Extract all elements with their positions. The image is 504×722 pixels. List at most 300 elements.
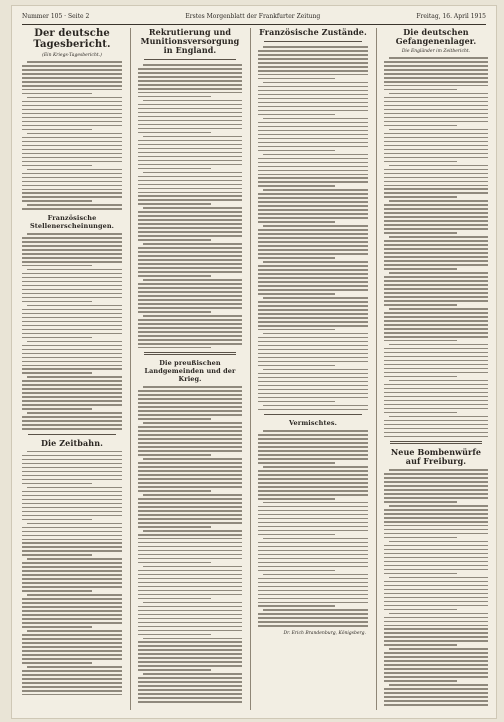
text-line — [22, 606, 122, 608]
divider — [144, 352, 236, 355]
text-line — [258, 201, 368, 203]
text-line — [22, 189, 122, 191]
text-line — [138, 227, 242, 229]
text-line — [138, 199, 242, 201]
text-line — [258, 602, 368, 604]
text-line — [258, 434, 368, 436]
text-line — [138, 542, 242, 544]
text-line — [258, 237, 368, 239]
text-line — [258, 269, 368, 271]
text-line — [384, 77, 488, 79]
text-line — [258, 78, 335, 80]
text-line — [258, 385, 368, 387]
text-line — [138, 251, 242, 253]
text-line — [138, 582, 242, 584]
text-line — [138, 554, 242, 556]
text-line — [258, 329, 335, 331]
text-line — [384, 208, 488, 210]
text-line — [258, 130, 368, 132]
text-line — [384, 696, 488, 698]
text-line — [22, 610, 122, 612]
text-line — [27, 630, 122, 632]
text-line — [258, 185, 335, 187]
text-line — [384, 581, 488, 583]
text-line — [138, 390, 242, 392]
text-line — [22, 491, 122, 493]
text-line — [138, 120, 242, 122]
text-line — [138, 486, 242, 488]
text-line — [22, 690, 122, 692]
text-line — [138, 148, 242, 150]
text-line — [258, 162, 368, 164]
text-line — [384, 141, 488, 143]
text-line — [27, 412, 122, 414]
text-line — [384, 692, 488, 694]
text-line — [384, 668, 488, 670]
text-line — [138, 677, 242, 679]
text-line — [22, 586, 122, 588]
text-line — [138, 291, 242, 293]
text-line — [258, 578, 368, 580]
text-line — [258, 518, 368, 520]
text-line — [384, 264, 488, 266]
text-line — [22, 85, 122, 87]
text-line — [22, 196, 122, 198]
text-line — [143, 100, 242, 102]
article-headline: Rekrutierung und Munitionsversorgung in England. — [140, 28, 240, 55]
text-line — [22, 293, 122, 295]
text-line — [384, 533, 488, 535]
text-line — [258, 86, 368, 88]
text-line — [27, 305, 122, 307]
text-line — [138, 235, 242, 237]
text-line — [138, 414, 242, 416]
text-line — [384, 609, 457, 611]
text-line — [258, 570, 335, 572]
text-line — [22, 515, 122, 517]
text-line — [138, 701, 242, 703]
text-line — [138, 418, 211, 420]
text-line — [258, 365, 335, 367]
text-line — [138, 665, 242, 667]
text-line — [384, 585, 488, 587]
divider — [144, 59, 236, 60]
text-line — [138, 518, 242, 520]
text-line — [258, 558, 368, 560]
text-line — [22, 249, 122, 251]
text-line — [138, 287, 242, 289]
text-line — [263, 574, 368, 576]
text-line — [138, 614, 242, 616]
text-line — [138, 610, 242, 612]
text-line — [263, 297, 368, 299]
text-line — [384, 252, 488, 254]
text-line — [138, 562, 211, 564]
text-line — [384, 688, 488, 690]
text-line — [384, 704, 488, 706]
text-line — [258, 94, 368, 96]
text-line — [384, 157, 488, 159]
text-line — [384, 328, 488, 330]
text-line — [263, 466, 368, 468]
text-line — [258, 325, 368, 327]
text-line — [258, 301, 368, 303]
text-line — [22, 602, 122, 604]
text-line — [138, 626, 242, 628]
text-line — [384, 557, 488, 559]
text-line — [22, 467, 122, 469]
text-line — [138, 164, 242, 166]
text-line — [22, 192, 122, 194]
text-line — [258, 506, 368, 508]
text-line — [384, 497, 488, 499]
column-2 — [138, 28, 242, 710]
column-rule — [130, 28, 131, 710]
text-line — [22, 125, 122, 127]
text-line — [138, 68, 242, 70]
text-line — [22, 511, 122, 513]
text-line — [138, 231, 242, 233]
text-line — [22, 145, 122, 147]
text-line — [384, 224, 488, 226]
text-line — [384, 125, 457, 127]
text-line — [22, 105, 122, 107]
text-line — [22, 277, 122, 279]
text-line — [258, 474, 368, 476]
text-line — [143, 243, 242, 245]
text-line — [22, 670, 122, 672]
text-line — [27, 204, 122, 206]
text-line — [258, 345, 368, 347]
text-line — [22, 253, 122, 255]
text-line — [138, 598, 211, 600]
text-line — [384, 388, 488, 390]
text-line — [258, 309, 368, 311]
text-line — [143, 279, 242, 281]
column-3 — [258, 28, 368, 710]
text-line — [384, 636, 488, 638]
text-line — [138, 96, 211, 98]
section-heading: Französische Stellenerscheinungen. — [29, 214, 115, 231]
text-line — [22, 345, 122, 347]
text-line — [258, 357, 368, 359]
text-line — [384, 628, 488, 630]
column-1 — [22, 28, 122, 710]
text-line — [258, 470, 368, 472]
text-line — [22, 654, 122, 656]
text-line — [138, 176, 242, 178]
text-line — [22, 495, 122, 497]
text-line — [258, 550, 368, 552]
text-line — [138, 430, 242, 432]
text-line — [138, 498, 242, 500]
text-line — [27, 61, 122, 63]
text-line — [22, 333, 122, 335]
text-line — [263, 225, 368, 227]
text-line — [389, 344, 488, 346]
text-line — [22, 113, 122, 115]
text-line — [258, 450, 368, 452]
text-line — [384, 161, 457, 163]
text-line — [384, 121, 488, 123]
text-line — [138, 450, 242, 452]
text-line — [22, 89, 122, 91]
text-line — [263, 46, 368, 48]
text-line — [27, 594, 122, 596]
section-heading: Die Zeitbahn. — [40, 437, 103, 448]
text-line — [22, 185, 122, 187]
text-line — [258, 110, 368, 112]
text-line — [138, 319, 242, 321]
text-line — [384, 220, 488, 222]
text-line — [389, 272, 488, 274]
text-line — [389, 648, 488, 650]
text-line — [258, 293, 335, 295]
text-line — [22, 93, 92, 95]
text-line — [258, 58, 368, 60]
text-line — [138, 303, 242, 305]
text-line — [22, 261, 122, 263]
text-line — [22, 542, 122, 544]
text-line — [258, 90, 368, 92]
text-line — [22, 285, 122, 287]
text-line — [258, 498, 335, 500]
text-line — [258, 554, 368, 556]
text-line — [22, 459, 122, 461]
text-line — [22, 400, 122, 402]
text-line — [389, 236, 488, 238]
text-line — [22, 273, 122, 275]
text-line — [258, 122, 368, 124]
text-line — [263, 118, 368, 120]
text-line — [22, 404, 122, 406]
text-line — [384, 177, 488, 179]
text-line — [258, 321, 368, 323]
divider — [264, 414, 362, 415]
text-line — [384, 412, 457, 414]
page-masthead — [22, 10, 486, 25]
text-line — [258, 361, 368, 363]
text-line — [143, 386, 242, 388]
text-line — [138, 606, 242, 608]
text-line — [138, 661, 242, 663]
article-body — [22, 61, 122, 210]
text-line — [22, 503, 122, 505]
text-line — [22, 535, 122, 537]
text-line — [258, 478, 368, 480]
text-line — [384, 196, 457, 198]
text-line — [138, 630, 242, 632]
text-line — [258, 146, 368, 148]
text-line — [384, 324, 488, 326]
text-line — [384, 240, 488, 242]
text-line — [258, 62, 368, 64]
text-line — [22, 531, 122, 533]
text-line — [138, 192, 242, 194]
text-line — [143, 207, 242, 209]
text-line — [138, 689, 242, 691]
text-line — [22, 562, 122, 564]
text-line — [138, 641, 242, 643]
text-line — [138, 140, 242, 142]
text-line — [22, 321, 122, 323]
text-line — [143, 64, 242, 66]
article-subline: (Ein Kriegs-Tagesbericht.) — [42, 53, 102, 58]
text-line — [138, 594, 242, 596]
text-line — [384, 660, 488, 662]
text-line — [258, 542, 368, 544]
text-line — [138, 506, 242, 508]
text-line — [384, 589, 488, 591]
text-line — [138, 574, 242, 576]
text-line — [138, 446, 242, 448]
text-line — [22, 455, 122, 457]
text-line — [384, 332, 488, 334]
text-line — [384, 424, 488, 426]
text-line — [22, 157, 122, 159]
text-line — [27, 487, 122, 489]
text-line — [258, 98, 368, 100]
text-line — [258, 66, 368, 68]
text-line — [258, 510, 368, 512]
section-heading: Die preußischen Landgemeinden und der Krieg. — [144, 359, 236, 384]
text-line — [384, 644, 457, 646]
text-line — [384, 61, 488, 63]
text-line — [138, 442, 242, 444]
text-line — [384, 640, 488, 642]
text-line — [258, 265, 368, 267]
section-heading: Vermischtes. — [289, 419, 337, 428]
text-line — [384, 553, 488, 555]
text-line — [143, 422, 242, 424]
text-line — [22, 245, 122, 247]
text-line — [258, 454, 368, 456]
text-line — [22, 325, 122, 327]
text-line — [258, 337, 368, 339]
text-line — [263, 430, 368, 432]
text-line — [22, 109, 122, 111]
text-line — [22, 598, 122, 600]
text-line — [384, 676, 488, 678]
paper-title: Erstes Morgenblatt der Frankfurter Zeitung — [185, 13, 321, 20]
text-line — [384, 549, 488, 551]
text-line — [384, 153, 488, 155]
text-line — [384, 232, 457, 234]
text-line — [384, 372, 488, 374]
text-line — [22, 658, 122, 660]
text-line — [258, 102, 368, 104]
text-line — [22, 634, 122, 636]
text-line — [258, 217, 368, 219]
text-line — [22, 380, 122, 382]
text-line — [258, 458, 368, 460]
text-line — [138, 116, 242, 118]
text-line — [258, 74, 368, 76]
text-line — [22, 392, 122, 394]
text-line — [138, 259, 242, 261]
text-line — [384, 300, 488, 302]
text-line — [22, 622, 122, 624]
text-line — [258, 617, 368, 619]
text-line — [22, 416, 122, 418]
text-line — [138, 327, 242, 329]
text-line — [258, 494, 368, 496]
article-subline: Die Engländer im Zeitbericht. — [401, 49, 471, 54]
text-line — [22, 117, 122, 119]
text-line — [22, 149, 122, 151]
text-line — [258, 401, 335, 403]
text-line — [138, 223, 242, 225]
text-line — [22, 141, 122, 143]
text-line — [258, 490, 368, 492]
text-line — [22, 81, 122, 83]
text-line — [384, 204, 488, 206]
text-line — [27, 233, 122, 235]
text-line — [138, 426, 242, 428]
text-line — [384, 573, 457, 575]
text-line — [258, 397, 368, 399]
text-line — [258, 106, 368, 108]
text-line — [384, 268, 457, 270]
text-line — [138, 335, 242, 337]
text-line — [384, 569, 488, 571]
article-body — [138, 386, 242, 702]
text-line — [22, 570, 122, 572]
text-line — [138, 180, 242, 182]
divider — [264, 41, 362, 42]
text-line — [22, 578, 122, 580]
text-line — [143, 458, 242, 460]
text-line — [384, 304, 457, 306]
text-line — [22, 329, 122, 331]
text-line — [138, 211, 242, 213]
text-line — [258, 245, 368, 247]
text-line — [22, 546, 122, 548]
text-line — [143, 494, 242, 496]
text-line — [138, 195, 242, 197]
text-line — [138, 474, 242, 476]
text-line — [22, 181, 122, 183]
text-line — [22, 241, 122, 243]
text-line — [389, 613, 488, 615]
text-line — [138, 72, 242, 74]
text-line — [22, 137, 122, 139]
text-line — [384, 597, 488, 599]
text-line — [258, 213, 368, 215]
text-line — [22, 265, 92, 267]
text-line — [22, 396, 122, 398]
text-line — [258, 482, 368, 484]
text-line — [263, 405, 368, 407]
text-line — [384, 320, 488, 322]
text-line — [22, 384, 122, 386]
text-line — [384, 81, 488, 83]
article-body — [258, 46, 368, 410]
text-line — [384, 501, 457, 503]
text-line — [22, 479, 122, 481]
text-line — [384, 656, 488, 658]
text-line — [258, 253, 368, 255]
text-line — [138, 104, 242, 106]
text-line — [22, 129, 92, 131]
text-line — [384, 376, 457, 378]
text-line — [384, 105, 488, 107]
text-line — [258, 174, 368, 176]
text-line — [384, 296, 488, 298]
text-line — [138, 331, 242, 333]
text-line — [258, 522, 368, 524]
text-line — [138, 339, 242, 341]
